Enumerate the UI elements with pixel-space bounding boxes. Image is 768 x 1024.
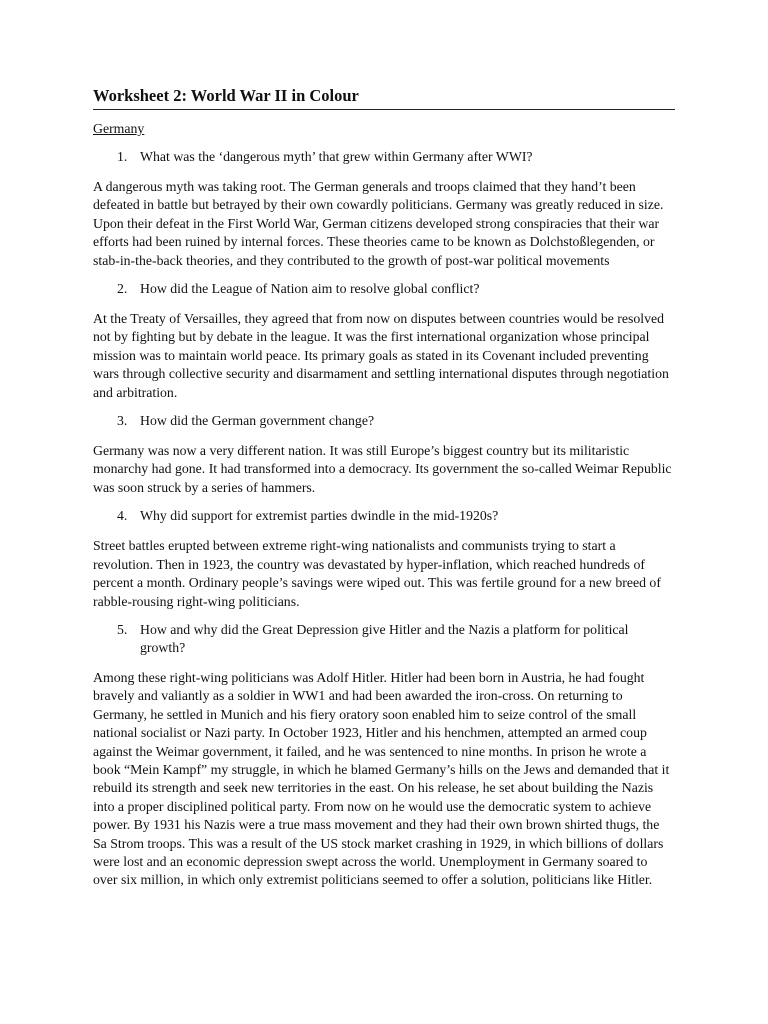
worksheet-page: [93, 86, 675, 890]
question-5: [93, 621, 675, 657]
question-number: 1.: [117, 149, 128, 164]
worksheet-title: Worksheet 2: World War II in Colour: [93, 86, 675, 110]
answer-4: Street battles erupted between extreme right-wing nationalists and communists trying to start a revolution. Then in 1923, the country was devastated by hyper-inflation, which reached hundreds of percent a month. Ordinary people’s savings were wiped out. This was fertile ground for a new breed of rabble-rousing right-wing politicians.: [93, 538, 661, 609]
answer-5: Among these right-wing politicians was Adolf Hitler. Hitler had been born in Austria, he had fought bravely and valiantly as a soldier in WW1 and had been awarded the iron-cross. On returning to Germany, he settled in Munich and his fiery oratory soon enabled him to seize control of the small national socialist or Nazi party. In October 1923, Hitler and his henchmen, attempted an armed coup against the Weimar government, it failed, and he was sentenced to nine months. In prison he wrote a book “Mein Kampf” my struggle, in which he blamed Germany’s hills on the Jews and demanded that it rebuild its strength and seek new territories in the east. On his release, he set about building the Nazis into a proper disciplined political party. From now on he would use the democratic system to achieve power. By 1931 his Nazis were a true mass movement and they had their own brown shirted thugs, the Sa Strom troops. This was a result of the US stock market crashing in 1929, in which billions of dollars were lost and an economic depression swept across the world. Unemployment in Germany soared to over six million, in which only extremist politicians seemed to offer a solution, politicians like Hitler.: [93, 669, 670, 888]
section-heading-germany: Germany: [93, 121, 145, 136]
answer-1: A dangerous myth was taking root. The German generals and troops claimed that they hand’t been defeated in battle but betrayed by their own cowardly politicians. Germany was greatly reduced in size. Upon their defeat in the First World War, German citizens developed strong conspiracies that their war efforts had been ruined by internal forces. These theories came to be known as Dolchstoßlegenden, or stab-in-the-back theories, and they contributed to the growth of post-war political movements: [93, 179, 664, 268]
question-text: Why did support for extremist parties dwindle in the mid-1920s?: [140, 508, 499, 524]
question-1: [93, 148, 675, 166]
question-text: How did the German government change?: [140, 413, 375, 429]
question-number: 4.: [117, 508, 128, 524]
question-text: What was the ‘dangerous myth’ that grew within Germany after WWI?: [140, 149, 533, 164]
question-3: [93, 412, 675, 430]
question-4: [93, 507, 675, 525]
question-text: How did the League of Nation aim to resolve global conflict?: [140, 281, 480, 297]
answer-2: At the Treaty of Versailles, they agreed that from now on disputes between countries would be resolved not by fighting but by debate in the league. It was the first international organization whose principal mission was to maintain world peace. Its primary goals as stated in its Covenant included preventing wars through collective security and disarmament and settling international disputes through negotiation and arbitration.: [93, 311, 669, 400]
question-number: 5.: [117, 621, 128, 637]
question-2: [93, 280, 675, 298]
question-number: 3.: [117, 413, 128, 429]
answer-3: Germany was now a very different nation. It was still Europe’s biggest country but its militaristic monarchy had gone. It had transformed into a democracy. Its government the so-called Weimar Republic was soon struck by a series of hammers.: [93, 443, 672, 495]
question-text: How and why did the Great Depression give Hitler and the Nazis a platform for political growth?: [140, 621, 629, 655]
question-number: 2.: [117, 281, 128, 297]
